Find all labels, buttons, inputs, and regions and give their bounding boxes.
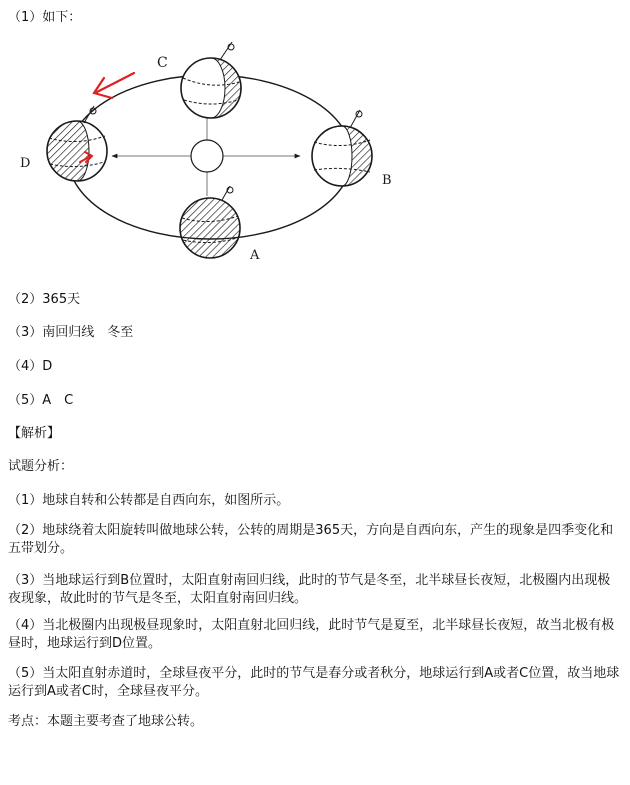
earth-a <box>180 186 240 258</box>
analysis-item-2: （2）地球绕着太阳旋转叫做地球公转，公转的周期是365天，方向是自西向东，产生的现象是四季变化和五带划分。 <box>8 523 614 556</box>
label-a: A <box>250 248 260 263</box>
earth-b <box>312 110 372 186</box>
answer-5: （5）A C <box>8 393 74 408</box>
analysis-item-1: （1）地球自转和公转都是自西向东，如图所示。 <box>8 493 290 508</box>
earth-orbit-diagram <box>0 38 420 270</box>
label-c: C <box>157 55 168 71</box>
analysis-item-4: （4）当北极圈内出现极昼现象时，太阳直射北回归线，此时节气是夏至，北半球昼长夜短，故当北极有极昼时，地球运行到D位置。 <box>8 618 615 651</box>
label-b: B <box>382 173 392 188</box>
label-d: D <box>20 156 31 171</box>
earth-c <box>181 42 241 118</box>
kaodian-line: 考点：本题主要考查了地球公转。 <box>8 714 204 729</box>
earth-d <box>47 106 107 181</box>
sun <box>191 140 223 172</box>
analysis-item-5: （5）当太阳直射赤道时，全球昼夜平分，此时的节气是春分或者秋分，地球运行到A或者C位置，故当地球运行到A或者C时，全球昼夜平分。 <box>8 666 620 699</box>
analysis-item-3: （3）当地球运行到B位置时，太阳直射南回归线，此时的节气是冬至，北半球昼长夜短，北极圈内出现极夜现象，故此时的节气是冬至，太阳直射南回归线。 <box>8 573 611 606</box>
analysis-heading: 【解析】 <box>8 426 61 441</box>
answer-2: （2）365天 <box>8 292 81 307</box>
answer-3: （3）南回归线 冬至 <box>8 325 134 340</box>
intro-line: （1）如下： <box>8 10 82 25</box>
red-rotation-arrow <box>94 73 134 98</box>
analysis-intro: 试题分析： <box>8 459 74 474</box>
answer-4: （4）D <box>8 359 53 374</box>
